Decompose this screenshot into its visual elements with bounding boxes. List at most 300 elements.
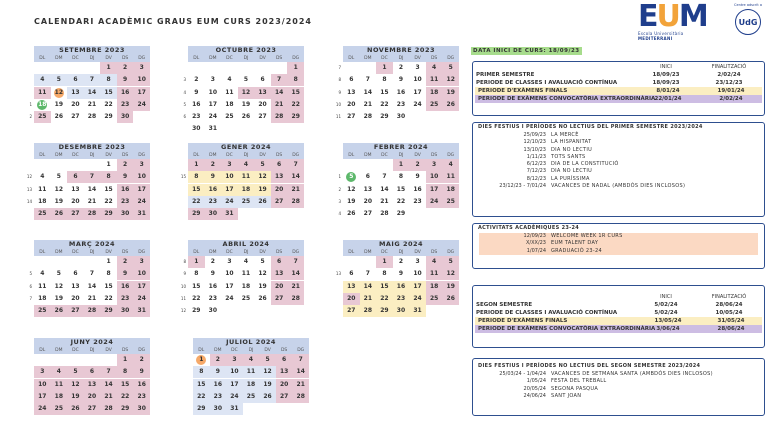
week-number: 14 <box>26 198 32 204</box>
week-row <box>343 293 459 305</box>
weekday-label: DJ <box>243 56 249 61</box>
calendar-day <box>243 403 260 415</box>
semester-label: PERIODE DE CLASSES I AVALUACIÓ CONTÍNUA <box>476 310 618 316</box>
weekday-label: DM <box>209 56 217 61</box>
calendar-day <box>51 293 68 305</box>
semester-final: 2/02/24 <box>717 72 741 78</box>
week-row <box>343 281 459 293</box>
calendar-day <box>238 196 255 208</box>
day-number: 21 <box>87 294 97 302</box>
day-number: 30 <box>208 307 218 315</box>
calendar-day <box>133 305 150 317</box>
calendar-day <box>84 366 101 378</box>
list-date: 13/10/23 <box>523 146 546 153</box>
calendar-day <box>67 293 84 305</box>
list-text: LA HISPANITAT <box>551 139 592 146</box>
weekday-label: DM <box>55 250 63 255</box>
weekday-label: DJ <box>89 153 95 158</box>
week-number: 4 <box>338 211 341 217</box>
semester-row <box>473 301 764 309</box>
calendar-day <box>271 87 288 99</box>
day-number: 26 <box>258 294 267 302</box>
first-semester-header <box>473 64 764 71</box>
calendar-day <box>271 159 288 171</box>
calendar-day <box>34 74 51 86</box>
calendar-day <box>84 74 101 86</box>
weekday-label: DJ <box>89 56 95 61</box>
day-number: 11 <box>241 270 251 278</box>
day-number: 3 <box>227 161 232 168</box>
calendar-day <box>221 159 238 171</box>
day-number: 14 <box>104 380 113 388</box>
day-number: 22 <box>120 392 130 400</box>
day-number: 20 <box>347 100 356 108</box>
day-number: 25 <box>38 113 47 121</box>
calendar-day <box>188 281 205 293</box>
week-number: 10 <box>180 283 186 289</box>
calendar-day <box>271 123 288 135</box>
day-number: 22 <box>197 392 206 400</box>
month-title: FEBRER 2024 <box>343 143 459 152</box>
calendar-day <box>51 268 68 280</box>
day-number: 19 <box>258 282 267 290</box>
calendar-day <box>100 184 117 196</box>
day-number: 24 <box>429 197 439 205</box>
list-item <box>473 371 764 378</box>
calendar-day <box>133 171 150 183</box>
calendar-day <box>84 196 101 208</box>
month-title: SETEMBRE 2023 <box>34 46 150 55</box>
month-title: GENER 2024 <box>188 143 304 152</box>
holidays-second-title: DIES FESTIUS I PERÍODES NO LECTIUS DEL SEGON SEMESTRE 2023/2024 <box>478 363 701 369</box>
day-number: 26 <box>54 210 64 218</box>
list-text: DIA NO LECTIU <box>551 168 593 175</box>
day-number: 10 <box>225 173 234 181</box>
calendar-day <box>84 159 101 171</box>
calendar-day <box>117 256 134 268</box>
calendar-day <box>238 74 255 86</box>
week-row <box>188 159 304 171</box>
calendar-day <box>442 111 459 123</box>
calendar-day <box>84 184 101 196</box>
calendar-day <box>271 305 288 317</box>
calendar-day <box>221 171 238 183</box>
semester-final: 10/05/24 <box>715 310 743 316</box>
calendar-day <box>226 391 243 403</box>
calendar-day <box>393 111 410 123</box>
week-row <box>29 293 150 305</box>
udg-seal <box>735 9 761 35</box>
calendar-day <box>34 268 51 280</box>
day-number: 18 <box>241 185 251 193</box>
week-number: 3 <box>338 198 341 204</box>
day-number: 7 <box>293 258 298 265</box>
week-row <box>34 159 150 171</box>
day-number: 5 <box>448 258 453 265</box>
day-number: 15 <box>380 88 389 96</box>
day-number: 6 <box>73 173 78 181</box>
day-number: 2 <box>415 161 420 168</box>
weekday-label: DV <box>264 348 271 353</box>
calendar-day <box>51 62 68 74</box>
calendar-day <box>205 305 222 317</box>
udg-logo <box>732 3 764 41</box>
day-number: 27 <box>274 197 284 205</box>
calendar-day <box>67 184 84 196</box>
week-row <box>335 99 459 111</box>
weekday-label: DV <box>414 153 421 158</box>
day-number: 21 <box>296 380 305 388</box>
day-number: 9 <box>123 76 128 84</box>
calendar-day <box>133 366 150 378</box>
weekday-label: DC <box>381 250 388 255</box>
day-number: 15 <box>396 185 406 193</box>
calendar-day <box>188 268 205 280</box>
week-row <box>26 196 150 208</box>
semester-label: PERIODE DE EXÀMENS CONVOCATÒRIA EXTRAORDINÀRIA <box>478 96 656 102</box>
list-date: 23/12/23 - 7/01/24 <box>499 183 546 190</box>
eum-logo-subtitle: Escola Universitària <box>638 31 684 36</box>
calendar-day <box>117 196 134 208</box>
week-row <box>343 305 459 317</box>
calendar-day <box>360 171 377 183</box>
list-text: VACANCES DE SETMANA SANTA (AMBDÓS DIES INCLOSOS) <box>551 371 713 377</box>
calendar-day <box>67 159 84 171</box>
day-number: 21 <box>291 282 300 290</box>
day-number: 15 <box>192 185 201 193</box>
week-row <box>34 366 150 378</box>
calendar-day <box>259 366 276 378</box>
calendar-day <box>100 268 117 280</box>
day-number: 19 <box>263 380 272 388</box>
day-number: 7 <box>277 76 282 84</box>
list-date: 7/12/23 <box>526 168 546 175</box>
weekday-label: DG <box>138 56 146 61</box>
weekday-label: DG <box>292 250 300 255</box>
calendar-day <box>276 391 293 403</box>
calendar-day <box>34 196 51 208</box>
day-number: 4 <box>243 161 249 168</box>
list-item <box>473 176 764 183</box>
day-number: 14 <box>296 368 305 376</box>
semester-final: 28/06/24 <box>717 326 745 332</box>
day-number: 24 <box>137 100 146 108</box>
first-semester-panel <box>472 61 765 116</box>
list-item <box>473 139 764 146</box>
day-number: 16 <box>213 380 223 388</box>
calendar-day <box>271 281 288 293</box>
calendar-day <box>67 256 84 268</box>
list-text: WELCOME WEEK 1R CURS <box>551 233 623 239</box>
calendar-day <box>51 403 68 415</box>
calendar-day <box>360 281 377 293</box>
calendar-day <box>34 184 51 196</box>
calendar-day <box>376 208 393 220</box>
day-number: 22 <box>192 294 201 302</box>
calendar-day <box>343 99 360 111</box>
week-row <box>338 62 459 74</box>
calendar-day <box>409 293 426 305</box>
calendar-day <box>188 74 205 86</box>
week-row <box>29 281 150 293</box>
calendar-day <box>117 99 134 111</box>
month-title: JUNY 2024 <box>34 338 150 347</box>
day-number: 27 <box>87 405 97 413</box>
calendar-day <box>67 379 84 391</box>
calendar-day <box>254 208 271 220</box>
list-text: EUM TALENT DAY <box>551 240 599 247</box>
calendar-day <box>221 268 238 280</box>
week-row <box>188 196 304 208</box>
day-number: 30 <box>208 210 218 218</box>
calendar-day <box>133 74 150 86</box>
day-number: 22 <box>104 294 113 302</box>
day-number: 8 <box>382 270 387 278</box>
day-number: 17 <box>413 88 422 96</box>
month-calendar <box>34 338 150 415</box>
calendar-day <box>84 111 101 123</box>
day-number: 27 <box>71 210 80 218</box>
semester-inici: 13/05/24 <box>654 318 682 324</box>
holidays-first-panel <box>472 122 765 217</box>
list-item <box>479 240 758 247</box>
day-number: 11 <box>429 76 439 84</box>
day-number: 2 <box>194 76 199 84</box>
day-number: 11 <box>446 173 455 181</box>
day-number: 13 <box>258 88 267 96</box>
calendar-day <box>84 87 101 99</box>
calendar-day <box>221 74 238 86</box>
day-number: 23 <box>213 392 223 400</box>
day-number: 21 <box>363 100 373 108</box>
calendar-day <box>188 159 205 171</box>
weekday-label: DJ <box>89 250 95 255</box>
calendar-day <box>226 379 243 391</box>
day-number: 12 <box>258 270 267 278</box>
day-number: 18 <box>54 392 64 400</box>
day-number: 11 <box>246 368 256 376</box>
calendar-day <box>188 196 205 208</box>
calendar-day <box>210 379 227 391</box>
calendar-day <box>84 403 101 415</box>
calendar-day <box>254 99 271 111</box>
calendar-day <box>226 354 243 366</box>
day-number: 2 <box>398 258 404 265</box>
day-number: 23 <box>208 197 218 205</box>
day-number: 15 <box>104 88 113 96</box>
semester-row <box>475 325 762 333</box>
weekday-label: DS <box>430 153 438 158</box>
day-number: 10 <box>429 173 439 181</box>
calendar-day <box>221 256 238 268</box>
week-row <box>338 74 459 86</box>
day-number: 4 <box>248 356 254 363</box>
day-number: 17 <box>137 185 146 193</box>
calendar-day <box>254 281 271 293</box>
month-title: MAIG 2024 <box>343 240 459 249</box>
calendar-day <box>210 391 227 403</box>
calendar-day <box>254 62 271 74</box>
weekday-header <box>188 152 304 159</box>
calendar-day <box>205 171 222 183</box>
week-row <box>34 256 150 268</box>
week-row <box>34 62 150 74</box>
calendar-day <box>133 62 150 74</box>
week-number: 2 <box>29 114 32 120</box>
calendar-day <box>426 268 443 280</box>
weekday-label: DL <box>39 56 46 61</box>
day-number: 9 <box>123 173 128 181</box>
calendar-day <box>100 62 117 74</box>
day-number: 3 <box>415 64 420 71</box>
day-number: 1 <box>293 64 298 71</box>
calendar-day <box>238 256 255 268</box>
weekday-label: DV <box>259 153 266 158</box>
weekday-label: DJ <box>398 56 404 61</box>
weekday-label: DV <box>414 250 421 255</box>
day-number: 19 <box>54 294 64 302</box>
calendar-day <box>117 159 134 171</box>
semester-label: PERIODE DE CLASSES I AVALUACIÓ CONTÍNUA <box>476 80 618 86</box>
weekday-label: DV <box>105 56 112 61</box>
day-number: 24 <box>413 100 422 108</box>
weekday-label: DJ <box>398 250 404 255</box>
weekday-label: DG <box>292 153 300 158</box>
semester-inici: 8/01/24 <box>656 88 680 94</box>
calendar-day <box>133 256 150 268</box>
calendar-day <box>393 99 410 111</box>
calendar-day <box>376 268 393 280</box>
activities-title: ACTIVITATS ACADÈMIQUES 23-24 <box>478 225 580 231</box>
day-number: 19 <box>446 282 455 290</box>
calendar-day <box>117 391 134 403</box>
day-number: 24 <box>208 113 218 121</box>
day-number: 5 <box>346 172 356 182</box>
calendar-day <box>292 391 309 403</box>
calendar-day <box>287 62 304 74</box>
month-title: NOVEMBRE 2023 <box>343 46 459 55</box>
weekday-label: DG <box>138 250 146 255</box>
month-calendar <box>180 240 304 317</box>
calendar-day <box>259 403 276 415</box>
day-number: 19 <box>71 392 80 400</box>
day-number: 13 <box>87 380 97 388</box>
day-number: 23 <box>396 100 406 108</box>
calendar-day <box>238 87 255 99</box>
weekday-label: DG <box>292 56 300 61</box>
calendar-day <box>271 208 288 220</box>
calendar-day <box>343 268 360 280</box>
calendar-day <box>67 111 84 123</box>
day-number: 5 <box>56 76 61 84</box>
day-number: 12 <box>54 185 64 193</box>
day-number: 8 <box>194 270 199 278</box>
calendar-day <box>442 256 459 268</box>
calendar-day <box>193 403 210 415</box>
weekday-label: DM <box>55 153 63 158</box>
calendar-day <box>426 111 443 123</box>
calendar-day <box>238 208 255 220</box>
week-number: 4 <box>183 89 186 95</box>
semester-inici: 5/02/24 <box>654 310 678 316</box>
weekday-header <box>343 249 459 256</box>
day-number: 9 <box>194 88 199 96</box>
week-row <box>335 111 459 123</box>
calendar-day <box>393 293 410 305</box>
week-row <box>183 87 304 99</box>
calendar-day <box>254 87 271 99</box>
calendar-day <box>442 196 459 208</box>
semester-row <box>475 317 762 325</box>
holidays-second-list <box>473 371 764 400</box>
calendar-day <box>343 87 360 99</box>
calendar-day <box>376 305 393 317</box>
calendar-day <box>51 354 68 366</box>
calendar-day <box>254 184 271 196</box>
day-number: 1 <box>106 258 111 265</box>
calendar-day <box>442 305 459 317</box>
calendar-day <box>133 87 150 99</box>
calendar-day <box>100 281 117 293</box>
day-number: 7 <box>89 173 95 181</box>
calendar-day <box>271 293 288 305</box>
calendar-day <box>287 196 304 208</box>
day-number: 30 <box>396 307 406 315</box>
day-number: 12 <box>258 173 267 181</box>
weekday-label: DC <box>226 56 233 61</box>
day-number: 12 <box>71 380 80 388</box>
weekday-label: DS <box>275 56 283 61</box>
list-text: LA PURÍSSIMA <box>551 175 590 182</box>
day-number: 25 <box>38 210 47 218</box>
first-semester-rows <box>473 71 764 103</box>
day-number: 27 <box>71 307 80 315</box>
list-text: DIA DE LA CONSTITUCIÓ <box>551 161 619 168</box>
calendar-day <box>205 159 222 171</box>
weekday-header <box>188 249 304 256</box>
calendar-day <box>51 208 68 220</box>
day-number: 6 <box>277 258 282 265</box>
calendar-day <box>34 305 51 317</box>
weekday-label: DL <box>39 348 46 353</box>
week-row <box>338 87 459 99</box>
day-number: 24 <box>225 197 234 205</box>
day-number: 9 <box>398 270 404 278</box>
weekday-header <box>34 152 150 159</box>
weekday-label: DM <box>214 348 222 353</box>
calendar-day <box>238 305 255 317</box>
day-number: 10 <box>38 380 47 388</box>
calendar-day <box>376 87 393 99</box>
day-number: 21 <box>104 392 113 400</box>
calendar-day <box>376 256 393 268</box>
weekday-header <box>188 55 304 62</box>
calendar-day <box>51 99 68 111</box>
calendar-day <box>393 159 410 171</box>
week-row <box>183 268 304 280</box>
weekday-label: DV <box>105 348 112 353</box>
weekday-label: DG <box>447 153 455 158</box>
week-row <box>34 403 150 415</box>
day-number: 16 <box>396 88 406 96</box>
day-number: 16 <box>396 282 406 290</box>
calendar-day <box>243 366 260 378</box>
calendar-day <box>193 391 210 403</box>
day-number: 13 <box>71 88 80 96</box>
calendar-day <box>84 281 101 293</box>
calendar-day <box>51 171 68 183</box>
calendar-day <box>100 99 117 111</box>
